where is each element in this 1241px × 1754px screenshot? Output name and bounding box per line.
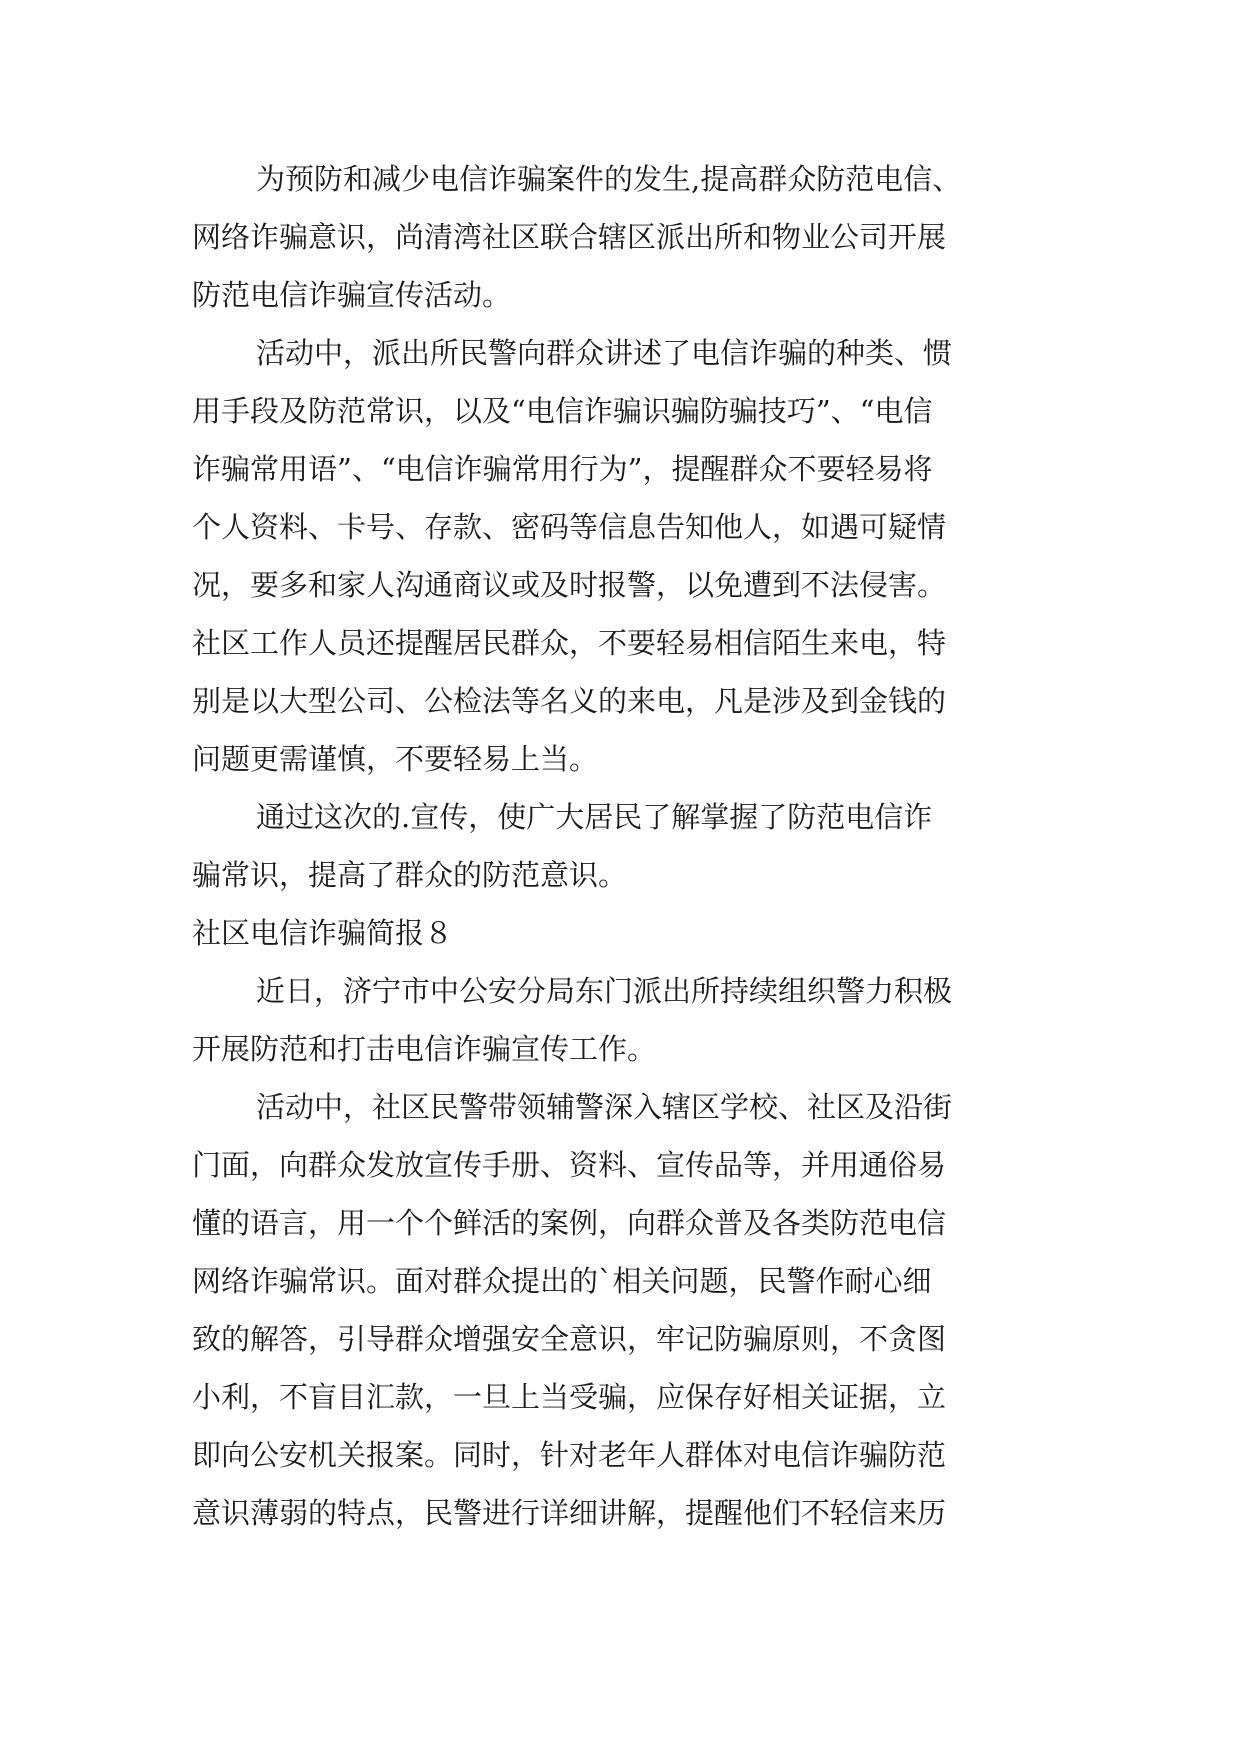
paragraph-4-line-2: 开展防范和打击电信诈骗宣传工作。: [192, 1032, 657, 1066]
paragraph-2-line-4: 个人资料、卡号、存款、密码等信息告知他人，如遇可疑情: [192, 510, 947, 544]
paragraph-5-line-4: 网络诈骗常识。面对群众提出的`相关问题，民警作耐心细: [192, 1264, 932, 1298]
paragraph-5-line-8: 意识薄弱的特点，民警进行详细讲解，提醒他们不轻信来历: [192, 1496, 947, 1530]
paragraph-2-line-8: 问题更需谨慎，不要轻易上当。: [192, 742, 599, 776]
paragraph-3-line-2: 骗常识，提高了群众的防范意识。: [192, 858, 628, 892]
paragraph-2-line-6: 社区工作人员还提醒居民群众，不要轻易相信陌生来电，特: [192, 626, 947, 660]
paragraph-5-line-3: 懂的语言，用一个个鲜活的案例，向群众普及各类防范电信: [192, 1206, 947, 1240]
paragraph-5-line-6: 小利，不盲目汇款，一旦上当受骗，应保存好相关证据，立: [192, 1380, 947, 1414]
paragraph-2-line-5: 况，要多和家人沟通商议或及时报警，以免遭到不法侵害。: [192, 568, 947, 602]
paragraph-5-line-2: 门面，向群众发放宣传手册、资料、宣传品等，并用通俗易: [192, 1148, 947, 1182]
paragraph-2-line-2: 用手段及防范常识，以及“电信诈骗识骗防骗技巧”、“电信: [192, 394, 933, 428]
section-heading: 社区电信诈骗简报８: [192, 916, 454, 950]
paragraph-5-line-1: 活动中，社区民警带领辅警深入辖区学校、社区及沿街: [256, 1090, 953, 1124]
paragraph-2-line-1: 活动中，派出所民警向群众讲述了电信诈骗的种类、惯: [256, 336, 953, 370]
paragraph-1-line-3: 防范电信诈骗宣传活动。: [192, 278, 512, 312]
paragraph-1-line-2: 网络诈骗意识，尚清湾社区联合辖区派出所和物业公司开展: [192, 220, 947, 254]
paragraph-3-line-1: 通过这次的.宣传，使广大居民了解掌握了防范电信诈: [256, 800, 933, 834]
paragraph-2-line-3: 诈骗常用语”、“电信诈骗常用行为”，提醒群众不要轻易将: [192, 452, 933, 486]
paragraph-4-line-1: 近日，济宁市中公安分局东门派出所持续组织警力积极: [256, 974, 953, 1008]
paragraph-1-line-1: 为预防和减少电信诈骗案件的发生,提高群众防范电信、: [256, 162, 962, 196]
paragraph-5-line-5: 致的解答，引导群众增强安全意识，牢记防骗原则，不贪图: [192, 1322, 947, 1356]
paragraph-5-line-7: 即向公安机关报案。同时，针对老年人群体对电信诈骗防范: [192, 1438, 947, 1472]
paragraph-2-line-7: 别是以大型公司、公检法等名义的来电，凡是涉及到金钱的: [192, 684, 947, 718]
